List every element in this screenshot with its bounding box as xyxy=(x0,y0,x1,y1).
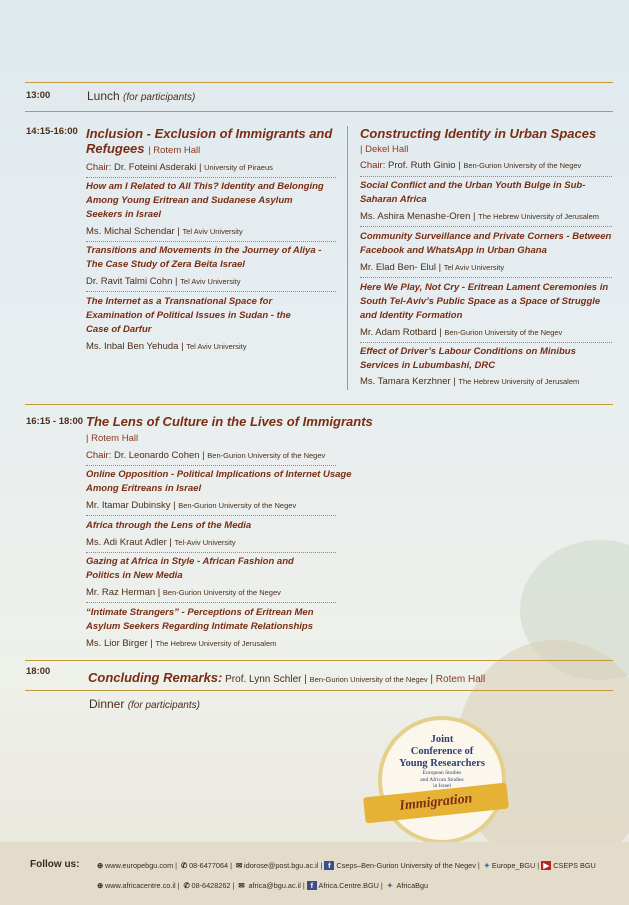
twitter-icon: ✦ xyxy=(386,881,393,890)
phone-icon: ✆ xyxy=(183,881,190,890)
talk-title: Transitions and Movements in the Journey of Aliya - The Case Study of Zera Beita Israel xyxy=(86,245,322,270)
facebook-icon: f xyxy=(324,861,334,870)
session1-right-hall: | Dekel Hall xyxy=(360,144,409,155)
talk-title: Here We Play, Not Cry - Eritrean Lament Ceremonies in South Tel-Aviv’s Public Space as a Space of Struggle and Identity Formation xyxy=(360,282,609,321)
phone-icon: ✆ xyxy=(181,861,188,870)
talk-speaker: Ms. Inbal Ben Yehuda | Tel Aviv University xyxy=(86,341,247,352)
talk-speaker: Ms. Ashira Menashe-Oren | The Hebrew University of Jerusalem xyxy=(360,211,599,222)
web-icon: ⊕ xyxy=(96,881,104,890)
youtube-icon: ▶ xyxy=(541,861,551,870)
footer xyxy=(0,842,629,905)
twitter-link[interactable]: AfricaBgu xyxy=(396,881,429,890)
talk-speaker: Mr. Itamar Dubinsky | Ben-Gurion University of the Negev xyxy=(86,500,297,511)
talk-speaker: Mr. Adam Rotbard | Ben-Gurion University of the Negev xyxy=(360,327,563,338)
web-icon: ⊕ xyxy=(96,861,104,870)
follow-label: Follow us: xyxy=(30,859,80,870)
logo-ribbon: Immigration xyxy=(363,783,509,824)
email-icon: ✉ xyxy=(235,861,243,870)
talk-speaker: Ms. Tamara Kerzhner | The Hebrew University of Jerusalem xyxy=(360,376,580,387)
session2-title: The Lens of Culture in the Lives of Immigrants xyxy=(86,414,373,429)
session1-right-title: Constructing Identity in Urban Spaces xyxy=(360,126,597,141)
session2-chair: Chair: Dr. Leonardo Cohen | Ben-Gurion University of the Negev xyxy=(86,450,326,461)
talk-title: Africa through the Lens of the Media xyxy=(86,520,252,531)
twitter-icon: ✦ xyxy=(483,861,490,870)
footer-row-2: ⊕ www.africacentre.co.il | ✆ 08-6428262 | ✉ africa@bgu.ac.il | f Africa.Centre.BGU | ✦ AfricaBgu xyxy=(96,881,429,890)
session2-hall: | Rotem Hall xyxy=(86,433,139,444)
twitter-link[interactable]: Europe_BGU xyxy=(491,861,536,870)
website-link[interactable]: www.europebgu.com xyxy=(105,861,174,870)
talk-title: “Intimate Strangers” - Perceptions of Eritrean Men Asylum Seekers Regarding Intimate Relationships xyxy=(86,607,314,632)
email-icon: ✉ xyxy=(238,881,245,890)
session1-left-chair: Chair: Dr. Foteini Asderaki | University of Piraeus xyxy=(86,162,273,173)
talk-title: Effect of Driver’s Labour Conditions on Minibus Services in Lubumbashi, DRC xyxy=(360,346,576,371)
closing-time: 18:00 xyxy=(26,666,51,677)
talk-speaker: Mr. Elad Ben- Elul | Tel Aviv University xyxy=(360,262,505,273)
talk-speaker: Ms. Michal Schendar | Tel Aviv University xyxy=(86,226,243,237)
conference-logo: Joint Conference of Young Researchers European Studies and African Studies in Israel xyxy=(378,716,506,844)
lunch-time: 13:00 xyxy=(26,90,51,101)
talk-title: The Internet as a Transnational Space for Examination of Political Issues in Sudan - the Case of Darfur xyxy=(86,296,291,335)
session1-right-chair: Chair: Prof. Ruth Ginio | Ben-Gurion University of the Negev xyxy=(360,160,582,171)
talk-title: Gazing at Africa in Style - African Fashion and Politics in New Media xyxy=(86,556,294,581)
talk-title: Social Conflict and the Urban Youth Bulge in Sub-Saharan Africa xyxy=(360,180,586,205)
session1-time: 14:15-16:00 xyxy=(26,126,78,137)
talk-title: Community Surveillance and Private Corners - Between Facebook and WhatsApp in Urban Ghana xyxy=(360,231,612,256)
talk-speaker: Dr. Ravit Talmi Cohn | Tel Aviv University xyxy=(86,276,241,287)
session1-left-title: Inclusion - Exclusion of Immigrants and Refugees | Rotem Hall xyxy=(86,126,333,156)
email-link[interactable]: idorose@post.bgu.ac.il xyxy=(244,861,319,870)
facebook-icon: f xyxy=(307,881,317,890)
talk-speaker: Ms. Adi Kraut Adler | Tel-Aviv University xyxy=(86,537,236,548)
lunch-label: Lunch (for participants) xyxy=(87,89,196,103)
facebook-link[interactable]: Africa.Centre.BGU xyxy=(318,881,379,890)
session2-time: 16:15 - 18:00 xyxy=(26,416,84,427)
youtube-link[interactable]: CSEPS BGU xyxy=(553,861,596,870)
email-link[interactable]: africa@bgu.ac.il xyxy=(248,881,301,890)
talk-title: Online Opposition - Political Implications of Internet Usage Among Eritreans in Israel xyxy=(86,469,352,494)
closing-remarks: Concluding Remarks: Prof. Lynn Schler | Ben-Gurion University of the Negev | Rotem Hall xyxy=(88,670,486,685)
footer-row-1: ⊕ www.europebgu.com | ✆ 08-6477064 | ✉ idorose@post.bgu.ac.il | f Cseps–Ben-Gurion University of the Negev | ✦ Europe_BGU | ▶ CSEPS BGU xyxy=(96,861,596,870)
facebook-link[interactable]: Cseps–Ben-Gurion University of the Negev xyxy=(336,861,476,870)
website-link[interactable]: www.africacentre.co.il xyxy=(105,881,176,890)
talk-speaker: Mr. Raz Herman | Ben-Gurion University of the Negev xyxy=(86,587,281,598)
talk-speaker: Ms. Lior Birger | The Hebrew University of Jerusalem xyxy=(86,638,277,649)
dinner-label: Dinner (for participants) xyxy=(89,697,200,711)
talk-title: How am I Related to All This? Identity and Belonging Among Young Eritrean and Sudanese Asylum Seekers in Israel xyxy=(86,181,324,220)
